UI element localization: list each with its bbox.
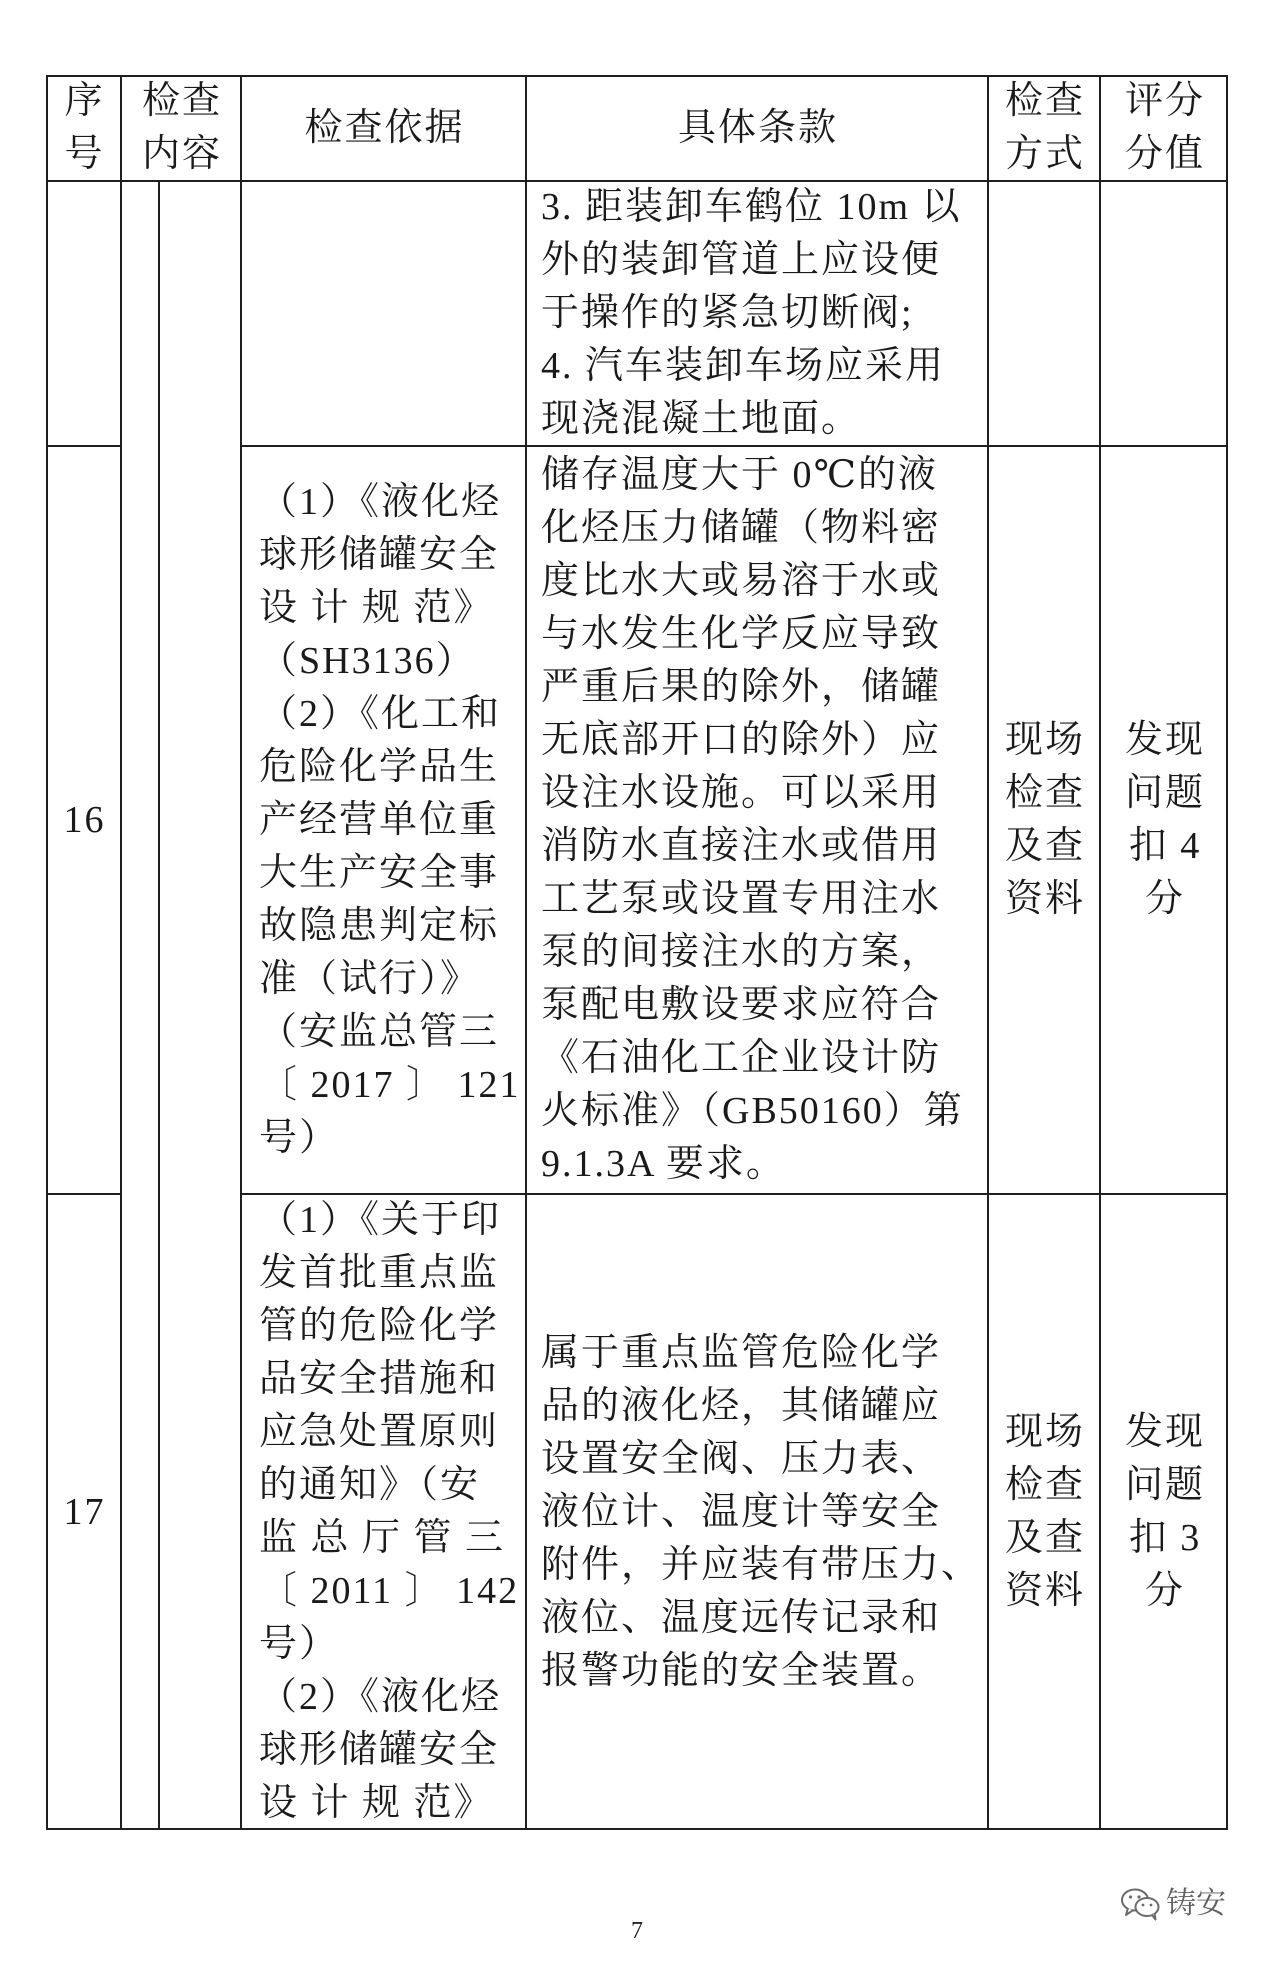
- clause-line: 设注水设施。可以采用: [541, 772, 942, 814]
- method-line: 检查: [1004, 772, 1085, 814]
- basis-line: 球形储罐安全: [259, 1729, 500, 1771]
- basis-line: 故隐患判定标: [259, 904, 500, 947]
- clause-line: 与水发生化学反应导致: [541, 613, 942, 655]
- header-text: 检查依据: [304, 106, 465, 149]
- header-method: [988, 75, 1100, 181]
- clause-line: 消防水直接注水或借用: [541, 825, 942, 867]
- header-text: 内容: [141, 133, 222, 175]
- basis-line: 号）: [259, 1623, 340, 1665]
- row-17-seq-cell: [46, 1194, 121, 1830]
- clause-line: 3. 距装卸车鹤位 10m 以: [541, 186, 962, 228]
- clause-line: 液位计、温度计等安全: [541, 1490, 942, 1533]
- header-basis: [241, 75, 526, 181]
- clause-line: 设置安全阀、压力表、: [541, 1437, 942, 1480]
- clause-line: 属于重点监管危险化学: [541, 1331, 942, 1374]
- continuation-clause-cell: [526, 181, 988, 446]
- clause-line: 泵配电敷设要求应符合: [541, 984, 942, 1026]
- clause-line: 严重后果的除外，储罐: [541, 666, 942, 708]
- row-seq-number: 17: [63, 1490, 106, 1533]
- score-line: 扣 3: [1128, 1517, 1202, 1559]
- header-text: 检查: [1004, 80, 1085, 122]
- header-text: 检查: [141, 80, 222, 122]
- header-clause: [526, 75, 988, 181]
- score-line: 问题: [1124, 772, 1205, 814]
- basis-line: 监 总 厅 管 三: [259, 1517, 506, 1559]
- clause-line: 泵的间接注水的方案，: [541, 931, 942, 973]
- clause-line: 火标准》（GB50160）第: [541, 1090, 964, 1132]
- method-line: 现场: [1004, 719, 1085, 761]
- header-content: [121, 75, 241, 181]
- clause-line: 4. 汽车装卸车场应采用: [541, 345, 946, 387]
- header-seq: [46, 75, 121, 181]
- clause-line: 9.1.3A 要求。: [541, 1143, 786, 1185]
- row-16-score-cell: [1100, 446, 1228, 1194]
- basis-line: 应急处置原则: [259, 1411, 500, 1453]
- basis-line: （2）《液化烃: [259, 1676, 502, 1718]
- score-line: 问题: [1124, 1464, 1205, 1506]
- score-line: 分: [1144, 878, 1185, 920]
- basis-line: （2）《化工和: [259, 692, 502, 735]
- basis-line: 产经营单位重: [259, 798, 500, 841]
- clause-line: 《石油化工企业设计防: [541, 1037, 942, 1079]
- clause-line: 现浇混凝土地面。: [541, 398, 862, 440]
- basis-line: 设 计 规 范》: [259, 1782, 494, 1824]
- score-line: 发现: [1124, 719, 1205, 761]
- basis-line: 危险化学品生: [259, 745, 500, 788]
- row-16-method-cell: [988, 446, 1100, 1194]
- basis-line: 设 计 规 范》: [259, 586, 494, 629]
- basis-line: 号）: [259, 1116, 340, 1159]
- basis-line: 发首批重点监: [259, 1252, 500, 1294]
- basis-line: 准（试行）》: [259, 957, 481, 1000]
- method-line: 及查: [1004, 1517, 1085, 1559]
- basis-line: （1）《液化烃: [259, 480, 502, 523]
- score-line: 发现: [1124, 1411, 1205, 1453]
- merged-cell-divider: [158, 181, 160, 1830]
- clause-line: 储存温度大于 0℃的液: [541, 454, 939, 496]
- row-17-method-cell: [988, 1194, 1100, 1830]
- basis-line: （安监总管三: [259, 1010, 500, 1053]
- basis-line: 管的危险化学: [259, 1305, 500, 1347]
- basis-line: 球形储罐安全: [259, 533, 500, 576]
- score-line: 分: [1144, 1570, 1185, 1612]
- page-number: 7: [631, 1918, 643, 1944]
- clause-line: 品的液化烃，其储罐应: [541, 1384, 942, 1427]
- clause-line: 工艺泵或设置专用注水: [541, 878, 942, 920]
- basis-line: 〔 2017 〕 121: [259, 1063, 521, 1106]
- basis-line: 〔 2011 〕 142: [259, 1570, 520, 1612]
- clause-line: 度比水大或易溶于水或: [541, 560, 942, 602]
- header-score: [1100, 75, 1228, 181]
- row-seq-number: 16: [63, 798, 106, 841]
- watermark-text: 铸安: [1166, 1887, 1226, 1920]
- clause-line: 无底部开口的除外）应: [541, 719, 942, 761]
- clause-line: 化烃压力储罐（物料密: [541, 507, 942, 549]
- row-17-score-cell: [1100, 1194, 1228, 1830]
- row-16-clause-cell: [526, 446, 988, 1194]
- basis-line: （1）《关于印: [259, 1199, 502, 1241]
- clause-line: 液位、温度远传记录和: [541, 1596, 942, 1639]
- header-text: 分值: [1124, 133, 1205, 175]
- method-line: 资料: [1004, 1570, 1085, 1612]
- header-text: 方式: [1004, 133, 1085, 175]
- method-line: 检查: [1004, 1464, 1085, 1506]
- header-text: 具体条款: [677, 106, 838, 149]
- clause-line: 附件，并应装有带压力、: [541, 1543, 982, 1586]
- basis-line: 大生产安全事: [259, 851, 500, 894]
- score-line: 扣 4: [1128, 825, 1202, 867]
- row-17-basis-cell: [241, 1194, 526, 1830]
- basis-line: 的通知》（安: [259, 1464, 481, 1506]
- header-text: 评分: [1124, 80, 1205, 122]
- method-line: 资料: [1004, 878, 1085, 920]
- clause-line: 于操作的紧急切断阀;: [541, 292, 914, 334]
- inspection-table: [46, 75, 1228, 1830]
- row-17-clause-cell: [526, 1194, 988, 1830]
- basis-line: （SH3136）: [259, 639, 476, 682]
- row-16-basis-cell: [241, 446, 526, 1194]
- row-16-seq-cell: [46, 446, 121, 1194]
- header-text: 号: [64, 133, 105, 175]
- clause-line: 报警功能的安全装置。: [541, 1649, 942, 1692]
- method-line: 及查: [1004, 825, 1085, 867]
- clause-line: 外的装卸管道上应设便: [541, 239, 942, 281]
- basis-line: 品安全措施和: [259, 1358, 500, 1400]
- method-line: 现场: [1004, 1411, 1085, 1453]
- header-text: 序: [64, 80, 105, 122]
